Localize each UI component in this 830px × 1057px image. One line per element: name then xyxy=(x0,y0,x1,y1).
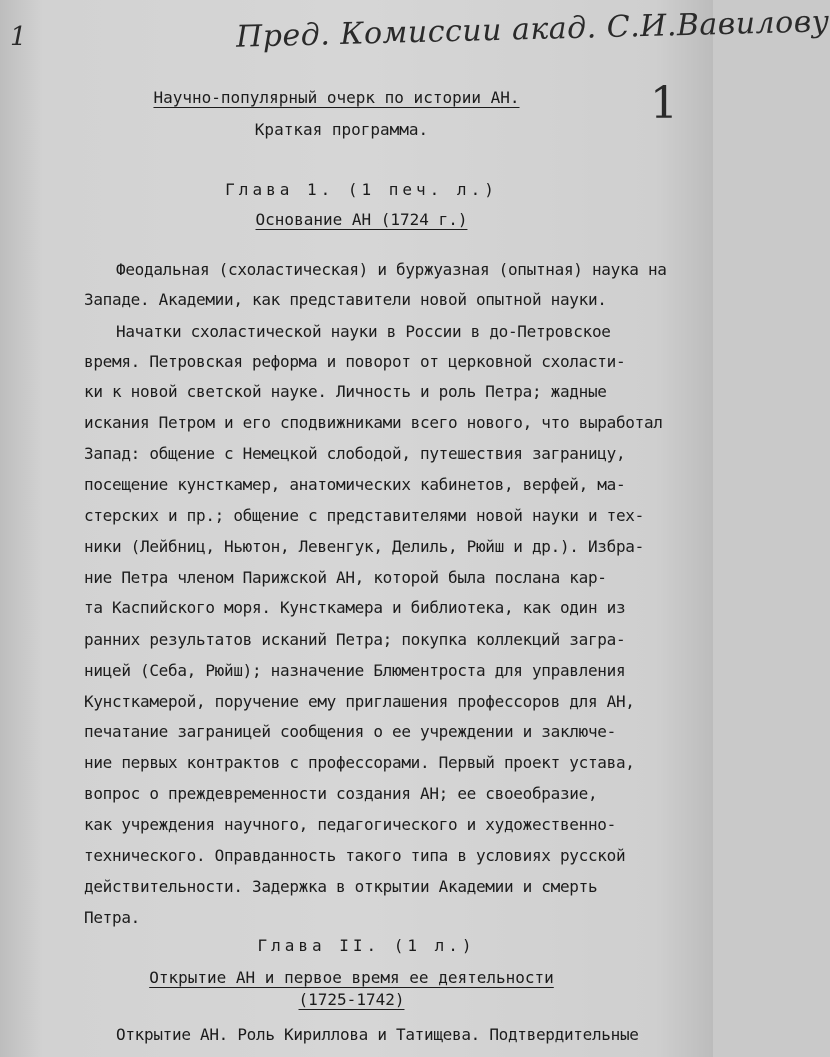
chapter1-line: печатание заграницей сообщения о ее учреждении и заключе- xyxy=(84,722,616,741)
chapter1-line: Западе. Академии, как представители новой опытной науки. xyxy=(84,290,607,309)
chapter1-title: Основание АН (1724 г.) xyxy=(255,210,468,229)
chapter1-line: та Каспийского моря. Кунсткамера и библиотека, как один из xyxy=(84,598,626,617)
chapter1-line: ние первых контрактов с профессорами. Первый проект устава, xyxy=(84,753,635,772)
chapter2-years: (1725-1742) xyxy=(298,990,405,1009)
chapter1-line: Феодальная (схоластическая) и буржуазная (опытная) наука на xyxy=(116,260,667,279)
chapter1-heading: Глава 1. (1 печ. л.) xyxy=(225,180,498,199)
chapter1-line: ние Петра членом Парижской АН, которой была послана кар- xyxy=(84,568,607,587)
chapter1-line: Запад: общение с Немецкой слободой, путешествия заграницу, xyxy=(84,444,626,463)
chapter1-line: ницей (Себа, Рюйш); назначение Блюментроста для управления xyxy=(84,661,626,680)
chapter1-line: Петра. xyxy=(84,908,140,927)
chapter1-line: ранних результатов исканий Петра; покупка коллекций загра- xyxy=(84,630,626,649)
chapter1-line: время. Петровская реформа и поворот от церковной схоласти- xyxy=(84,352,626,371)
chapter1-line: искания Петром и его сподвижниками всего нового, что выработал xyxy=(84,413,663,432)
chapter2-title: Открытие АН и первое время ее деятельности xyxy=(149,968,554,987)
chapter1-line: Кунсткамерой, поручение ему приглашения профессоров для АН, xyxy=(84,692,635,711)
chapter2-heading: Глава II. (1 л.) xyxy=(257,936,476,955)
chapter1-line: вопрос о преждевременности создания АН; ее своеобразие, xyxy=(84,784,598,803)
document-subtitle: Краткая программа. xyxy=(254,120,429,139)
chapter1-line: как учреждения научного, педагогического и художественно- xyxy=(84,815,616,834)
chapter1-line: технического. Оправданность такого типа в условиях русской xyxy=(84,846,626,865)
chapter2-line: Открытие АН. Роль Кириллова и Татищева. Подтвердительные xyxy=(116,1025,639,1044)
chapter1-line: посещение кунсткамер, анатомических кабинетов, верфей, ма- xyxy=(84,475,626,494)
chapter1-line: ники (Лейбниц, Ньютон, Левенгук, Делиль, Рюйш и др.). Избра- xyxy=(84,537,644,556)
handwritten-note: Пред. Комиссии акад. С.И.Вавилову xyxy=(235,4,830,55)
page-number: 1 xyxy=(650,78,678,129)
chapter1-line: ки к новой светской науке. Личность и роль Петра; жадные xyxy=(84,382,607,401)
margin-number: 1 xyxy=(10,22,27,52)
chapter1-line: Начатки схоластической науки в России в до-Петровское xyxy=(116,322,611,341)
chapter1-line: стерских и пр.; общение с представителями новой науки и тех- xyxy=(84,506,644,525)
document-title: Научно-популярный очерк по истории АН. xyxy=(153,88,520,107)
chapter1-line: действительности. Задержка в открытии Академии и смерть xyxy=(84,877,598,896)
